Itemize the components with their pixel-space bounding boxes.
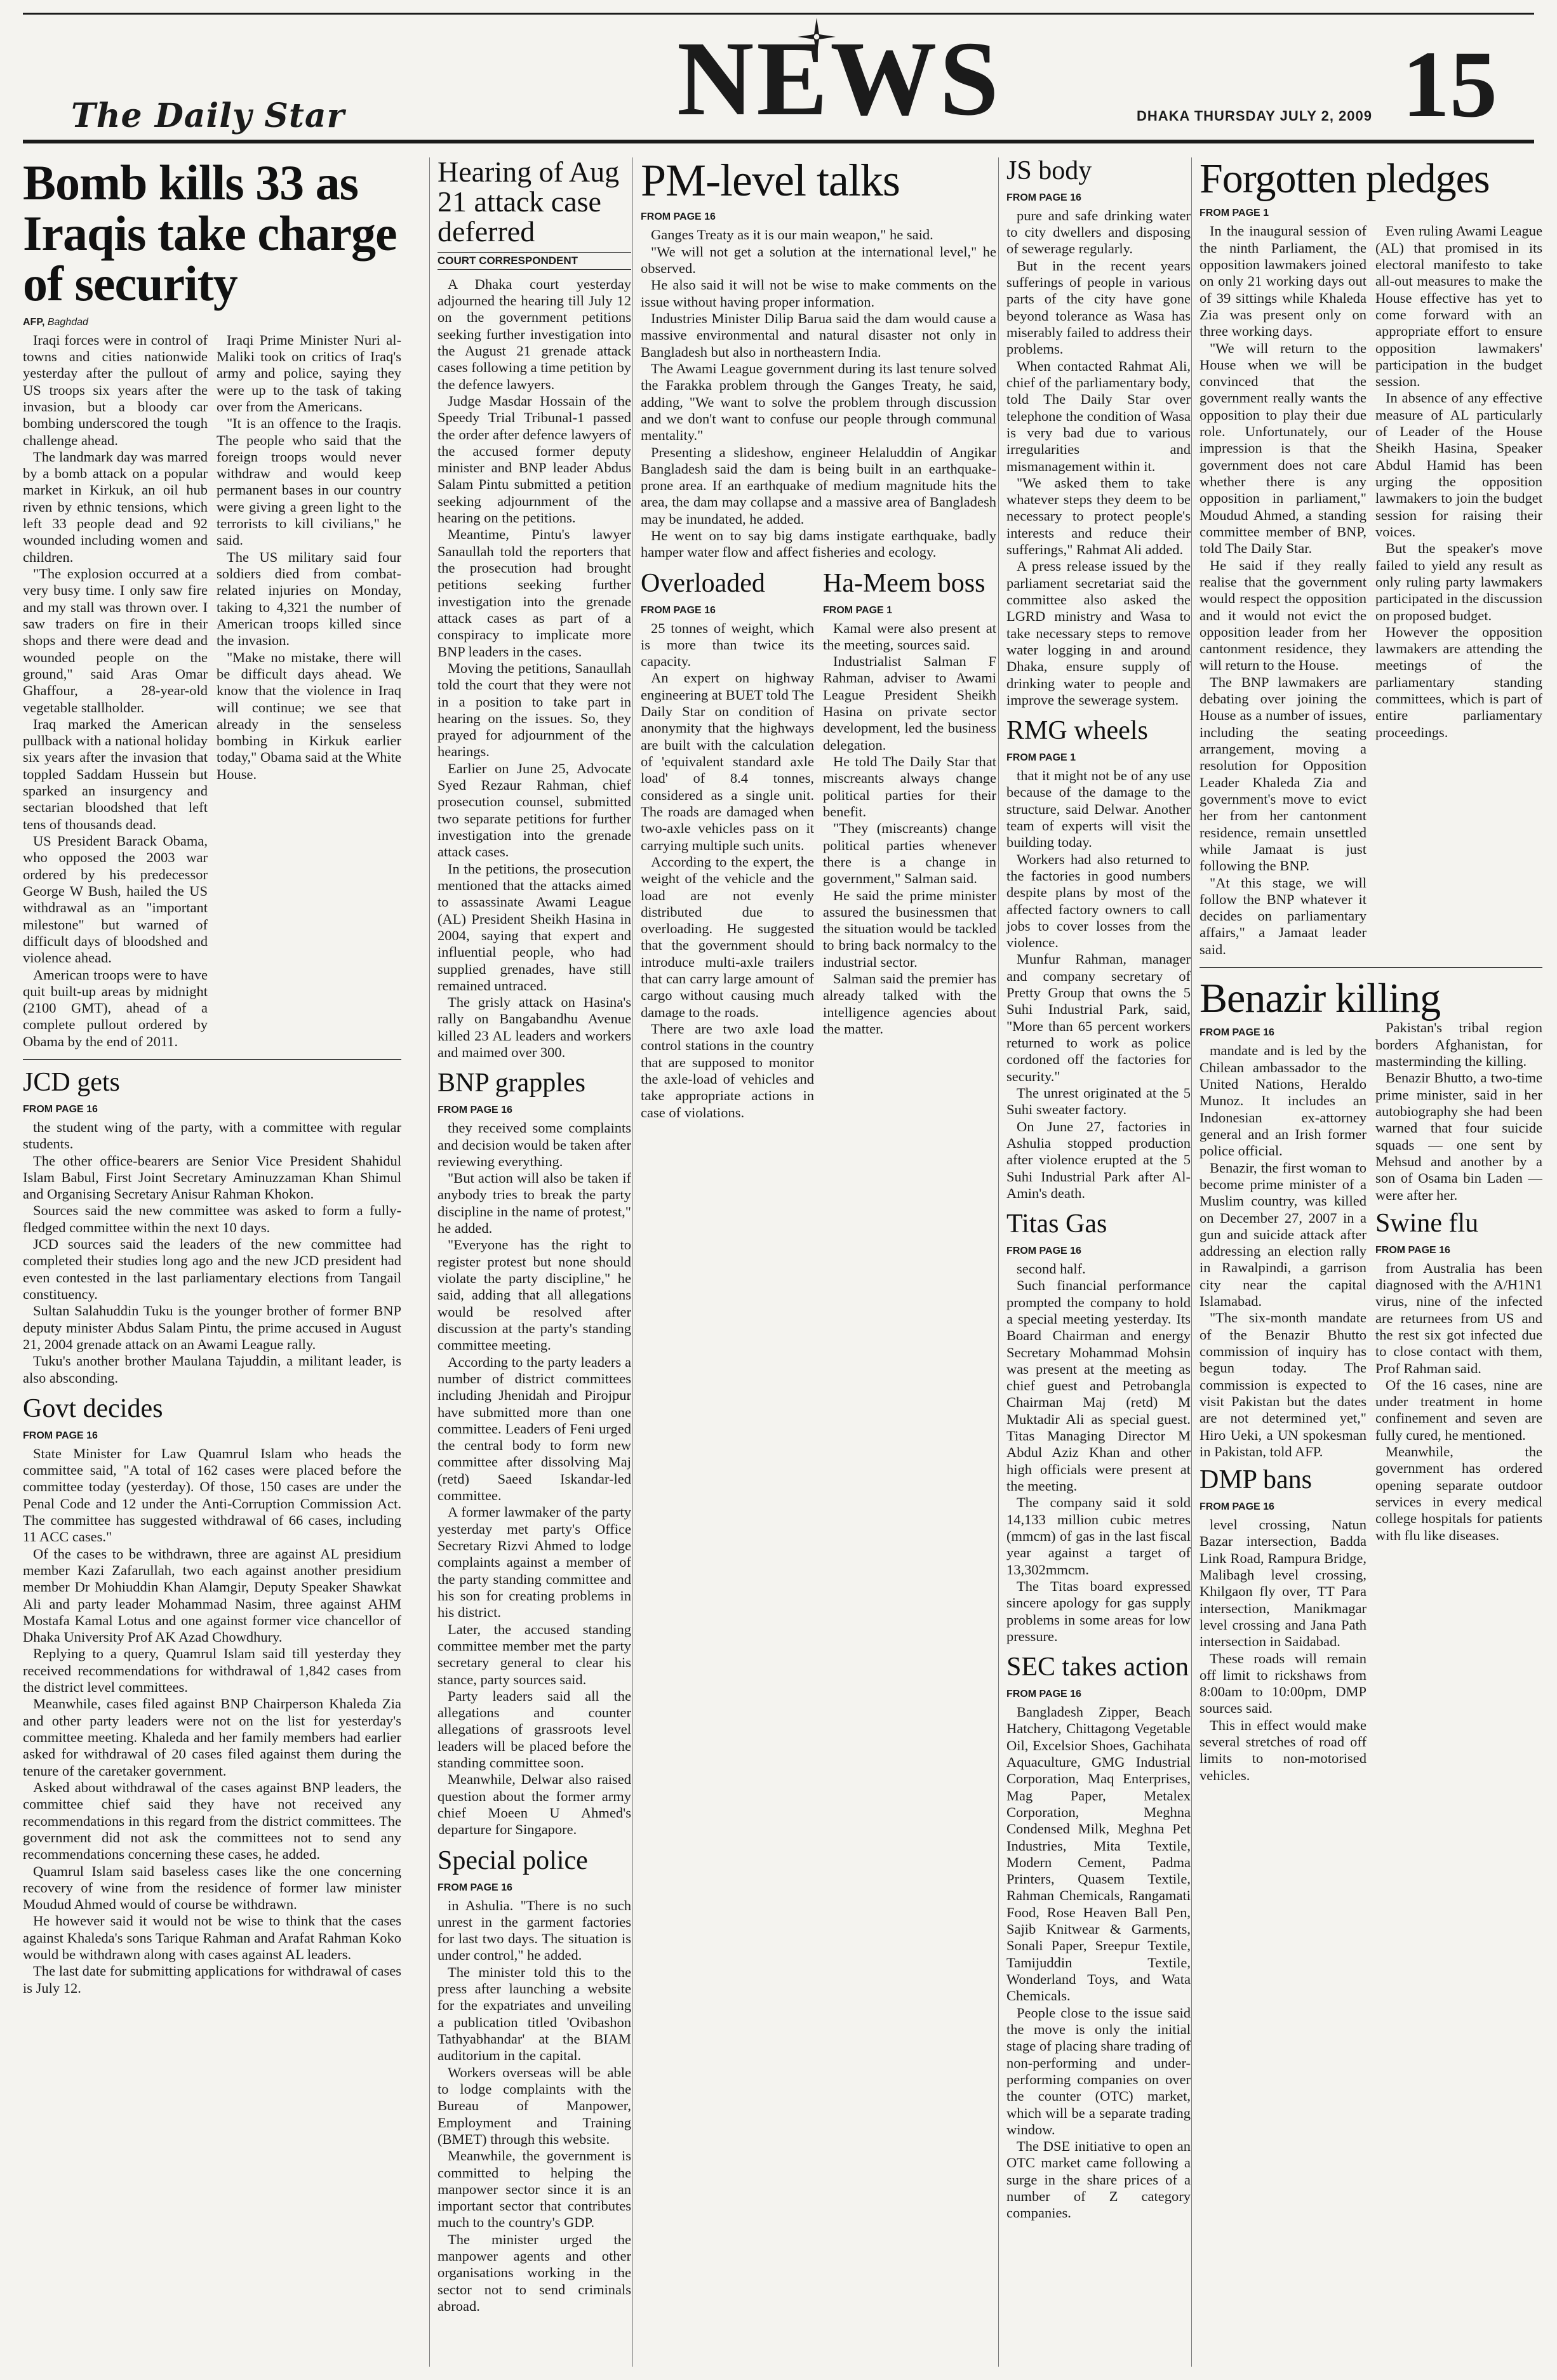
paragraph: The US military said four soldiers died from combat-related injuries on Monday, taking to 4,321 the number of American troops killed since the invasion. [217,548,401,649]
paragraph: These roads will remain off limit to rickshaws from 8:00am to 10:00pm, DMP sources said. [1199,1650,1367,1717]
story-rmg-body [1006,768,1191,1202]
headline-bnp: BNP grapples [438,1068,585,1098]
top-rule [23,13,1534,15]
story-bnp [438,1070,631,1838]
brand-name: The Daily Star [71,96,345,135]
page-ref-js-body: FROM PAGE 16 [1006,192,1081,203]
story-bomb-left [23,332,208,1050]
story-rmg [1006,717,1191,1202]
page-ref-dmp: FROM PAGE 16 [1199,1501,1274,1513]
paragraph: Kamal were also present at the meeting, sources said. [823,620,996,653]
page-ref-titas: FROM PAGE 16 [1006,1245,1081,1256]
story-sec-body [1006,1704,1191,2222]
story-govt [23,1395,401,1997]
paragraph: Bangladesh Zipper, Beach Hatchery, Chittagong Vegetable Oil, Excelsior Shoes, Gachihata Aquaculture, GMG Industrial Corporation, Maq Enterprises, Mag Paper, Metalex Corporation, Meghna Condensed Milk, Meghna Pet Industries, Mita Textile, Modern Cement, Padma Printers, Quasem Textile, Rahman Chemicals, Rangamati Food, Rose Heaven Ball Pen, Sajib Knitwear & Garments, Sonali Paper, Sreepur Textile, Tamijuddin Textile, Wonderland Toys, and Wata Chemicals. [1006,1704,1191,2004]
paragraph: Of the 16 cases, nine are under treatment in home confinement and seven are fully cured, he mentioned. [1375,1376,1542,1443]
page-ref-jcd: FROM PAGE 16 [23,1103,98,1115]
paragraph: A Dhaka court yesterday adjourned the hearing till July 12 on the government petitions seeking further investigation into the August 21 grenade attack cases following a time petition by the defence lawyers. [438,276,631,392]
story-overloaded [641,570,814,1121]
section-title: NEWS [677,20,1001,138]
paragraph: that it might not be of any use because of the damage to the structure, said Delwar. Another team of experts will visit the building today. [1006,768,1191,851]
story-js-body [1006,157,1191,708]
story-special-police [438,1847,631,2315]
story-jcd [23,1069,401,1386]
paragraph: "It is an offence to the Iraqis. The people who said that the foreign troops would never withdraw and would keep permanent bases in our country were giving a green light to the terrorists to kill civilians," he said. [217,415,401,548]
paragraph: "The six-month mandate of the Benazir Bhutto commission of inquiry has begun today. The commission is expected to visit Pakistan but the dates are not determined yet," Hiro Ueki, a UN spokesman in Pakistan, told AFP. [1199,1310,1367,1459]
paragraph: US President Barack Obama, who opposed the 2003 war ordered by his predecessor George W Bush, hailed the US withdrawal as an "important milestone" but warned of difficult days of bloodshed and violence ahead. [23,833,208,966]
paragraph: "Make no mistake, there will be difficult days ahead. We know that the violence in Iraq will continue; we see that already in the senseless bombing in Kirkuk earlier today," Obama said at the White House. [217,649,401,782]
page-ref-special-police: FROM PAGE 16 [438,1882,512,1893]
story-titas-body [1006,1261,1191,1645]
paragraph: Meanwhile, Delwar also raised question about the former army chief Moeen U Ahmed's departure for Singapore. [438,1771,631,1838]
paragraph: Presenting a slideshow, engineer Helaluddin of Angikar Bangladesh said the dam is being built in an earthquake-prone area. If an earthquake of medium magnitude hits the area, the dam may collapse and a massive area of Bangladesh may be inundated, he added. [641,444,996,527]
story-swine-flu-body [1375,1260,1542,1544]
paragraph: Meanwhile, the government is committed to helping the manpower sector since it is an important sector that contributes much to the country's GDP. [438,2148,631,2231]
headline-pm-talks: PM-level talks [641,157,900,206]
story-hearing [438,157,631,1061]
headline-hearing: Hearing of Aug 21 attack case deferred [438,157,620,248]
paragraph: The Titas board expressed sincere apology for gas supply problems in some areas for low pressure. [1006,1578,1191,1644]
paragraph: Workers overseas will be able to lodge complaints with the Bureau of Manpower, Employment and Training (BMET) through this website. [438,2064,631,2147]
paragraph: Even ruling Awami League (AL) that promised in its electoral manifesto to take all-out measures to make the House effective has yet to come forward with an appropriate effort to ensure opposition lawmakers' participation in the budget session. [1375,223,1542,390]
paragraph: "Everyone has the right to register protest but none should violate the party discipline," he said, adding that all allegations would be resolved after discussion at the party's standing committee meeting. [438,1237,631,1353]
page-ref-sec: FROM PAGE 16 [1006,1689,1081,1699]
paragraph: Iraq marked the American pullback with a national holiday six years after the invasion that toppled Saddam Hussein but sparked an insurgency and sectarian bloodshed that left tens of thousands dead. [23,715,208,832]
page-ref-swine-flu: FROM PAGE 16 [1375,1244,1450,1256]
paragraph: Benazir, the first woman to become prime minister of a Muslim country, was killed on December 27, 2007 in a gun and suicide attack after addressing an election rally in Rawalpindi, a garrison city near the capital Islamabad. [1199,1159,1367,1310]
paragraph: This in effect would make several stretches of road off limits to non-motorised vehicles. [1199,1717,1367,1783]
paragraph: In absence of any effective measure of AL particularly of Leader of the House Sheikh Hasina, Speaker Abdul Hamid has been urging the opposition lawmakers to join the budget session for raising their voices. [1375,390,1542,540]
story-govt-body [23,1446,401,1997]
paragraph: Of the cases to be withdrawn, three are against AL presidium member Kazi Zafarullah, two each against another presidium member Dr Mohiuddin Khan Alamgir, Deputy Speaker Shawkat Ali and party leader Mohammad Nasim, three against AHM Mostafa Kamal Lotus and one against former vice chancellor of Dhaka University Prof AK Azad Chowdhury. [23,1545,401,1645]
paragraph: But in the recent years sufferings of people in various parts of the city have gone beyond tolerance as Wasa has miserably failed to address their problems. [1006,257,1191,357]
story-overloaded-body [641,620,814,1121]
paragraph: The other office-bearers are Senior Vice President Shahidul Islam Babul, First Joint Secretary Aminuzzaman Khan Shimul and Organising Secretary Anisur Rahman Khokon. [23,1152,401,1202]
paragraph: The Awami League government during its last tenure solved the Farakka problem through the Ganges Treaty, he said, adding, "We want to solve the problem through discussion and we don't want to confuse our people through communal mentality." [641,360,996,444]
paragraph: Sources said the new committee was asked to form a fully-fledged committee within the next 10 days. [23,1202,401,1235]
paragraph: The last date for submitting applications for withdrawal of cases is July 12. [23,1963,401,1996]
paragraph: "We will return to the House when we will be convinced that the government really wants the opposition to play their due role. Unfortunately, our impression is that the government does not care whether there is any opposition in parliament," Moudud Ahmed, a standing committee member of BNP, told The Daily Star. [1199,340,1367,557]
paragraph: The minister urged the manpower agents and other organisations working in the sector not to send criminals abroad. [438,2231,631,2314]
paragraph: The BNP lawmakers are debating over joining the House as a number of issues, including the seating arrangement, moving a resolution for Opposition Leader Khaleda Zia and government's move to evict her from her cantonment residence, remain unsettled while Jamaat is just following the BNP. [1199,674,1367,874]
paragraph: Such financial performance prompted the company to hold a special meeting yesterday. Its Board Chairman and energy Secretary Mohammad Mohsin was present at the meeting as chief guest and Petrobangla Chairman Maj (retd) M Muktadir Ali as special guest. Titas Managing Director M Abdul Aziz Khan and other high officials were present at the meeting. [1006,1277,1191,1494]
paragraph: On June 27, factories in Ashulia stopped production after violence erupted at the 5 Suhi Industrial Park after Al-Amin's death. [1006,1118,1191,1201]
page-ref-ha-meem: FROM PAGE 1 [823,604,893,616]
byline-hearing: COURT CORRESPONDENT [438,252,631,270]
columns [23,157,1542,2367]
headline-overloaded: Overloaded [641,568,765,598]
story-bomb-right [217,332,401,1050]
paragraph: they received some complaints and decision would be taken after reviewing everything. [438,1120,631,1169]
paragraph: Pakistan's tribal region borders Afghanistan, for masterminding the killing. [1375,1020,1542,1069]
story-jcd-body [23,1119,401,1386]
story-bomb-body [23,332,401,1050]
headline-special-police: Special police [438,1845,588,1875]
page-ref-overloaded: FROM PAGE 16 [641,604,716,616]
story-pm-talks [641,157,996,561]
paragraph: American troops were to have quit built-up areas by midnight (2100 GMT), ahead of a complete pullout ordered by Obama by the end of 2011. [23,966,208,1049]
paragraph: But the speaker's move failed to yield any result as only ruling party lawmakers participated in the discussion on proposed budget. [1375,540,1542,623]
page-number: 15 [1402,32,1497,137]
story-special-police-body [438,1898,631,2315]
story-dmp-body [1199,1517,1367,1784]
paragraph: Benazir Bhutto, a two-time prime minister, said in her autobiography she had been warned that four suicide squads — one sent by Mehsud and another by a son of Osama bin Laden — were after her. [1375,1070,1542,1203]
paragraph: "They (miscreants) change political parties whenever there is a change in government," Salman said. [823,820,996,887]
byline-bomb: AFP, Baghdad [23,316,88,328]
story-benazir-split [1199,1020,1542,1784]
paragraph: Industrialist Salman F Rahman, adviser to Awami League President Sheikh Hasina on private sector development, led the business delegation. [823,653,996,753]
paragraph: pure and safe drinking water to city dwellers and disposing of sewerage regularly. [1006,207,1191,257]
headline-sec: SEC takes action [1006,1652,1189,1682]
column-3-split [641,570,996,1130]
paragraph: JCD sources said the leaders of the new committee had completed their studies long ago and the new JCD president had even contested in the last parliamentary elections from Tangail constituency. [23,1236,401,1303]
headline-govt: Govt decides [23,1393,163,1423]
headline-forgotten: Forgotten pledges [1199,157,1490,202]
paragraph: Tuku's another brother Maulana Tajuddin, a militant leader, is also absconding. [23,1353,401,1386]
column-3 [632,157,996,2367]
story-ha-meem-body [823,620,996,1038]
column-3-right [823,570,996,1130]
divider [23,1059,401,1060]
paragraph: "At this stage, we will follow the BNP whatever it decides on parliamentary affairs," a Jamaat leader said. [1199,874,1367,957]
paragraph: Later, the accused standing committee member met the party secretary general to clear his stance, party sources said. [438,1621,631,1687]
story-hearing-body [438,276,631,1061]
headline-swine-flu: Swine flu [1375,1208,1479,1238]
divider [1199,967,1542,968]
paragraph: He said the prime minister assured the businessmen that the situation would be tackled to bring back normalcy to the industrial sector. [823,887,996,970]
paragraph: People close to the issue said the move is only the initial stage of placing share trading of non-performing and under-performing companies on over the counter (OTC) market, which will be a separate trading window. [1006,2004,1191,2137]
story-forgotten-body [1199,223,1542,958]
paragraph: Iraqi Prime Minister Nuri al-Maliki took on critics of Iraq's army and police, saying they were up to the task of taking over from the Americans. [217,331,401,415]
paragraph: The DSE initiative to open an OTC market came following a surge in the share prices of a number of Z category companies. [1006,2138,1191,2221]
headline-rmg: RMG wheels [1006,716,1148,746]
paragraph: "But action will also be taken if anybody tries to break the party discipline in the name of protest," he added. [438,1170,631,1237]
paragraph: He went on to say big dams instigate earthquake, badly hamper water flow and affect fisheries and ecology. [641,528,996,561]
paragraph: According to the expert, the weight of the vehicle and the load are not evenly distributed due to overloading. He suggested that the government should introduce multi-axle trailers that can carry large amount of cargo without causing much damage to the roads. [641,853,814,1020]
paragraph: Workers had also returned to the factories in good numbers despite plans by most of the affected factory owners to call jobs to cover losses from the violence. [1006,851,1191,951]
paragraph: However the opposition lawmakers are attending the meetings of the parliamentary standing committees, which is part of entire parliamentary proceedings. [1375,623,1542,740]
page-ref-pm-talks: FROM PAGE 16 [641,211,716,223]
paragraph: Quamrul Islam said baseless cases like the one concerning recovery of wine from the residence of former law minister Moudud Ahmed would of course be withdrawn. [23,1863,401,1913]
story-titas [1006,1211,1191,1645]
paragraph: second half. [1017,1260,1086,1277]
headline-dmp: DMP bans [1199,1465,1312,1495]
column-1 [23,157,401,2367]
paragraph: mandate and is led by the Chilean ambassador to the United Nations, Heraldo Munoz. It includes an Indonesian ex-attorney general and an Irish former police official. [1199,1042,1367,1159]
paragraph: Moving the petitions, Sanaullah told the court that they were not in a position to take part in hearing on the issues. So, they prayed for adjournment of the hearings. [438,660,631,760]
paragraph: Sultan Salahuddin Tuku is the younger brother of former BNP deputy minister Abdus Salam Pintu, the prime accused in August 21, 2004 grenade attack on an Awami League rally. [23,1303,401,1352]
headline-js-body: JS body [1006,157,1092,185]
page-ref-rmg: FROM PAGE 1 [1006,752,1076,764]
paragraph: A press release issued by the parliament secretariat said the committee also asked the LGRD ministry and Wasa to take necessary steps to remove water logging in and around Dhaka, ensure supply of drinking water to people and improve the sewerage system. [1006,558,1191,708]
story-forgotten-left [1199,223,1367,958]
dateline: DHAKA THURSDAY JULY 2, 2009 [1137,108,1372,124]
story-benazir [1199,977,1542,1784]
paragraph: In the inaugural session of the ninth Parliament, the opposition lawmakers joined on only 21 working days out of 39 sittings while Khaleda Zia was present only on three working days. [1199,223,1367,340]
paragraph: level crossing, Natun Bazar intersection, Badda Link Road, Rampura Bridge, Malibagh level crossing, Khilgaon fly over, TT Para intersection, Manikmagar level crossing and Jana Path intersection in Saidabad. [1199,1517,1367,1650]
story-benazir-body-2 [1375,1020,1542,1203]
story-bnp-body [438,1120,631,1838]
paragraph: Asked about withdrawal of the cases against BNP leaders, the committee chief said they have not received any recommendations in this regard from the district committees. The government did not ask the committees not to send any recommendations concerning these cases, he added. [23,1779,401,1863]
paragraph: "We will not get a solution at the international level," he observed. [641,243,996,277]
paragraph: An expert on highway engineering at BUET told The Daily Star on condition of anonymity that the highways are built with the calculation of 'equivalent standard axle load' of 8.4 tonnes, considered as a single unit. The roads are damaged when two-axle vehicles pass on it carrying multiple such units. [641,670,814,853]
page-ref-govt: FROM PAGE 16 [23,1430,98,1441]
story-pm-talks-body [641,227,996,561]
story-forgotten-right [1375,223,1542,958]
paragraph: 25 tonnes of weight, which is more than twice its capacity. [641,620,814,670]
paragraph: When contacted Rahmat Ali, chief of the parliamentary body, told The Daily Star over telephone the condition of Wasa is very bad due to various irregularities and mismanagement within it. [1006,357,1191,474]
headline-benazir: Benazir killing [1199,975,1441,1022]
paragraph: "The explosion occurred at a very busy time. I only saw fire and my stall was thrown over. I saw traders on fire in their shops and there were dead and wounded people on the ground," said Aras Omar Ghaffour, a 28-year-old vegetable stallholder. [23,566,208,715]
headline-jcd: JCD gets [23,1068,120,1098]
paragraph: Ganges Treaty as it is our main weapon," he said. [651,227,933,243]
paragraph: The unrest originated at the 5 Suhi sweater factory. [1006,1084,1191,1118]
column-2 [429,157,631,2367]
paragraph: from Australia has been diagnosed with the A/H1N1 virus, nine of the infected are returnees from US and the rest six got infected due to close contact with them, Prof Rahman said. [1375,1260,1542,1376]
headline-ha-meem: Ha-Meem boss [823,568,986,598]
paragraph: He said if they really realise that the government would respect the opposition and it would not evict the opposition leader from her cantonment residence, they will return to the House. [1199,557,1367,674]
paragraph: the student wing of the party, with a committee with regular students. [23,1119,401,1152]
page-ref-forgotten: FROM PAGE 1 [1199,208,1269,219]
story-bomb [23,157,401,1050]
story-sec [1006,1654,1191,2222]
page-ref-benazir: FROM PAGE 16 [1199,1027,1274,1039]
story-benazir-body [1199,1042,1367,1460]
story-benazir-right [1375,1020,1542,1784]
paragraph: Industries Minister Dilip Barua said the dam would cause a massive environmental and natural disaster not only in Bangladesh but also in northeastern India. [641,310,996,360]
paragraph: He however said it would not be wise to think that the cases against Khaleda's sons Tarique Rahman and Arafat Rahman Koko would be withdrawn along with cases against AL leaders. [23,1913,401,1963]
headline-titas: Titas Gas [1006,1209,1107,1239]
paragraph: The company said it sold 14,133 million cubic metres (mmcm) of gas in the last fiscal year against a target of 13,302mmcm. [1006,1494,1191,1578]
paragraph: In the petitions, the prosecution mentioned that the attacks aimed to assassinate Awami League (AL) President Sheikh Hasina in 2004, saying that expert and influential people, who had supplied grenades, have still remained untraced. [438,860,631,994]
story-js-body-body [1006,208,1191,708]
paragraph: Salman said the premier has already talked with the intelligence agencies about the matter. [823,971,996,1037]
paragraph: According to the party leaders a number of district committees including Jhenidah and Pirojpur have submitted more than one committee. Leaders of Feni urged the central body to form new committee after dissolving Maj (retd) Saeed Iskandar-led committee. [438,1353,631,1504]
paragraph: Meantime, Pintu's lawyer Sanaullah told the reporters that the prosecution had brought petitions seeking further investigation into the grenade attack cases as part of a conspiracy to implicate more BNP leaders in the cases. [438,526,631,660]
paragraph: in Ashulia. "There is no such unrest in the garment factories for last two days. The situation is under control," he added. [438,1897,631,1964]
paragraph: Replying to a query, Quamrul Islam said till yesterday they received recommendations for withdrawal of 1,842 cases from the district level committees. [23,1645,401,1696]
column-5 [1191,157,1542,2367]
paragraph: He told The Daily Star that miscreants always change political parties for their benefit. [823,754,996,820]
paragraph: Iraqi forces were in control of towns and cities nationwide yesterday after the pullout of US troops six years after the invasion, but a bloody car bombing underscored the tough challenge ahead. [23,331,208,448]
paragraph: The grisly attack on Hasina's rally on Bangabandhu Avenue killed 23 AL leaders and workers and maimed over 300. [438,994,631,1061]
paragraph: Judge Masdar Hossain of the Speedy Trial Tribunal-1 passed the order after defence lawyers of the accused former deputy minister and BNP leader Abdus Salam Pintu submitted a petition seeking adjournment of the hearing on the petitions. [438,392,631,526]
paragraph: There are two axle load control stations in the country that are supposed to monitor the axle-load of vehicles and take appropriate actions in case of violations. [641,1021,814,1120]
column-3-left [641,570,814,1130]
story-ha-meem [823,570,996,1038]
paragraph: "We asked them to take whatever steps they deem to be necessary to protect people's interests and reduce their sufferings," Rahmat Ali added. [1006,474,1191,558]
paragraph: State Minister for Law Quamrul Islam who heads the committee said, "A total of 162 cases were placed before the committee today (yesterday). Of those, 150 cases are under the Penal Code and 12 under the Anti-Corruption Commission Act. The committee has suggested withdrawal of 66 cases, including 11 ACC cases." [23,1445,401,1545]
paragraph: Party leaders said all the allegations and counter allegations of grassroots level leaders will be placed before the standing committee soon. [438,1687,631,1771]
masthead [23,13,1534,143]
paragraph: The landmark day was marred by a bomb attack on a popular market in Kirkuk, an oil hub riven by ethnic tensions, which left 33 people dead and 92 wounded including women and children. [23,448,208,565]
paragraph: Earlier on June 25, Advocate Syed Rezaur Rahman, chief prosecution counsel, submitted two separate petitions for further investigation into the grenade attack cases. [438,760,631,860]
paragraph: Meanwhile, the government has ordered opening separate outdoor services in every medical college hospitals for patients with flu like diseases. [1375,1444,1542,1543]
headline-bomb: Bomb kills 33 as Iraqis take charge of security [23,157,397,312]
column-4 [998,157,1191,2367]
paragraph: He also said it will not be wise to make comments on the issue without having proper information. [641,277,996,310]
paragraph: A former lawmaker of the party yesterday met party's Office Secretary Rizvi Ahmed to lodge complaints against a member of the party standing committee and his son for creating problems in his district. [438,1504,631,1621]
paragraph: The minister told this to the press after launching a website for the expatriates and unveiling a publication titled 'Ovibashon Tathyabhandar' at the BIAM auditorium in the capital. [438,1964,631,2064]
paragraph: Munfur Rahman, manager and company secretary of Pretty Group that owns the 5 Suhi Industrial Park, said, "More than 65 percent workers returned to work as police cordoned off the factories for security." [1006,951,1191,1084]
story-benazir-left [1199,1020,1367,1784]
paragraph: Meanwhile, cases filed against BNP Chairperson Khaleda Zia and other party leaders were not on the list for yesterday's committee meeting. Khaleda and her family members had earlier asked for withdrawal of 20 cases filed against them during the tenure of the caretaker government. [23,1696,401,1779]
page-ref-bnp: FROM PAGE 16 [438,1105,512,1116]
story-forgotten [1199,157,1542,958]
